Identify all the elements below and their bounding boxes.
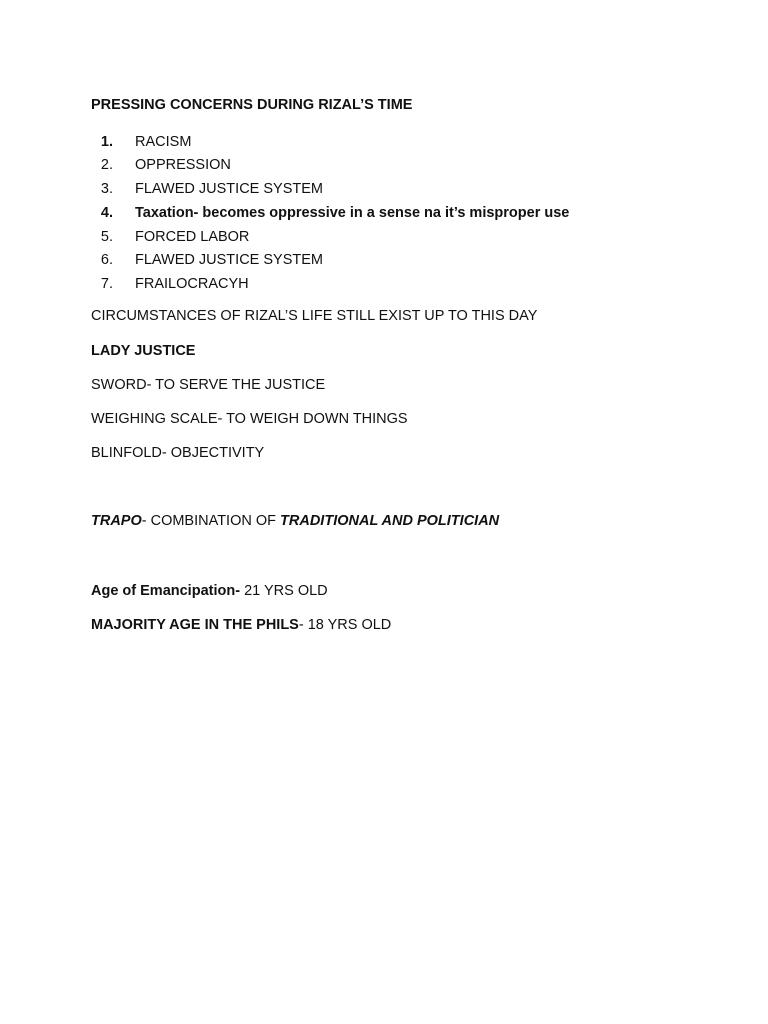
trapo-definition: TRADITIONAL AND POLITICIAN — [280, 513, 500, 529]
list-number: 4. — [100, 204, 113, 221]
list-number: 1. — [100, 133, 113, 150]
list-item-text: OPPRESSION — [135, 157, 231, 174]
emancipation-label: Age of Emancipation- — [91, 583, 241, 599]
list-item — [91, 177, 569, 201]
trapo-middle: - COMBINATION OF — [141, 513, 281, 529]
list-item — [91, 130, 569, 154]
emancipation-value: 21 YRS OLD — [240, 583, 328, 599]
majority-value: - 18 YRS OLD — [298, 617, 392, 633]
list-item-text: RACISM — [135, 133, 192, 150]
list-number: 7. — [100, 275, 113, 292]
list-item — [91, 154, 569, 178]
majority-line — [91, 616, 391, 634]
list-number: 6. — [100, 252, 113, 269]
list-number: 2. — [100, 157, 113, 174]
list-item-text: FORCED LABOR — [135, 228, 250, 245]
list-item — [91, 225, 569, 249]
list-item-text: FRAILOCRACYH — [135, 275, 249, 292]
emancipation-line — [91, 582, 328, 600]
list-number: 3. — [100, 181, 113, 198]
list-item — [91, 248, 569, 272]
blindfold-line: BLINFOLD- OBJECTIVITY — [91, 445, 265, 461]
majority-label: MAJORITY AGE IN THE PHILS — [91, 617, 299, 633]
circumstances-line: CIRCUMSTANCES OF RIZAL’S LIFE STILL EXIST UP TO THIS DAY — [91, 308, 538, 324]
list-item-text: FLAWED JUSTICE SYSTEM — [135, 252, 323, 269]
trapo-term: TRAPO — [91, 513, 142, 529]
trapo-line — [91, 512, 499, 530]
list-item-text: FLAWED JUSTICE SYSTEM — [135, 181, 323, 198]
list-item-text: Taxation- becomes oppressive in a sense na it’s misproper use — [135, 204, 570, 221]
list-item — [91, 272, 569, 296]
list-number: 5. — [100, 228, 113, 245]
heading-pressing-concerns: PRESSING CONCERNS DURING RIZAL’S TIME — [91, 97, 413, 113]
list-item — [91, 201, 569, 225]
concerns-list — [91, 130, 569, 296]
lady-justice-heading: LADY JUSTICE — [91, 343, 196, 359]
sword-line: SWORD- TO SERVE THE JUSTICE — [91, 377, 326, 393]
scale-line: WEIGHING SCALE- TO WEIGH DOWN THINGS — [91, 411, 408, 427]
